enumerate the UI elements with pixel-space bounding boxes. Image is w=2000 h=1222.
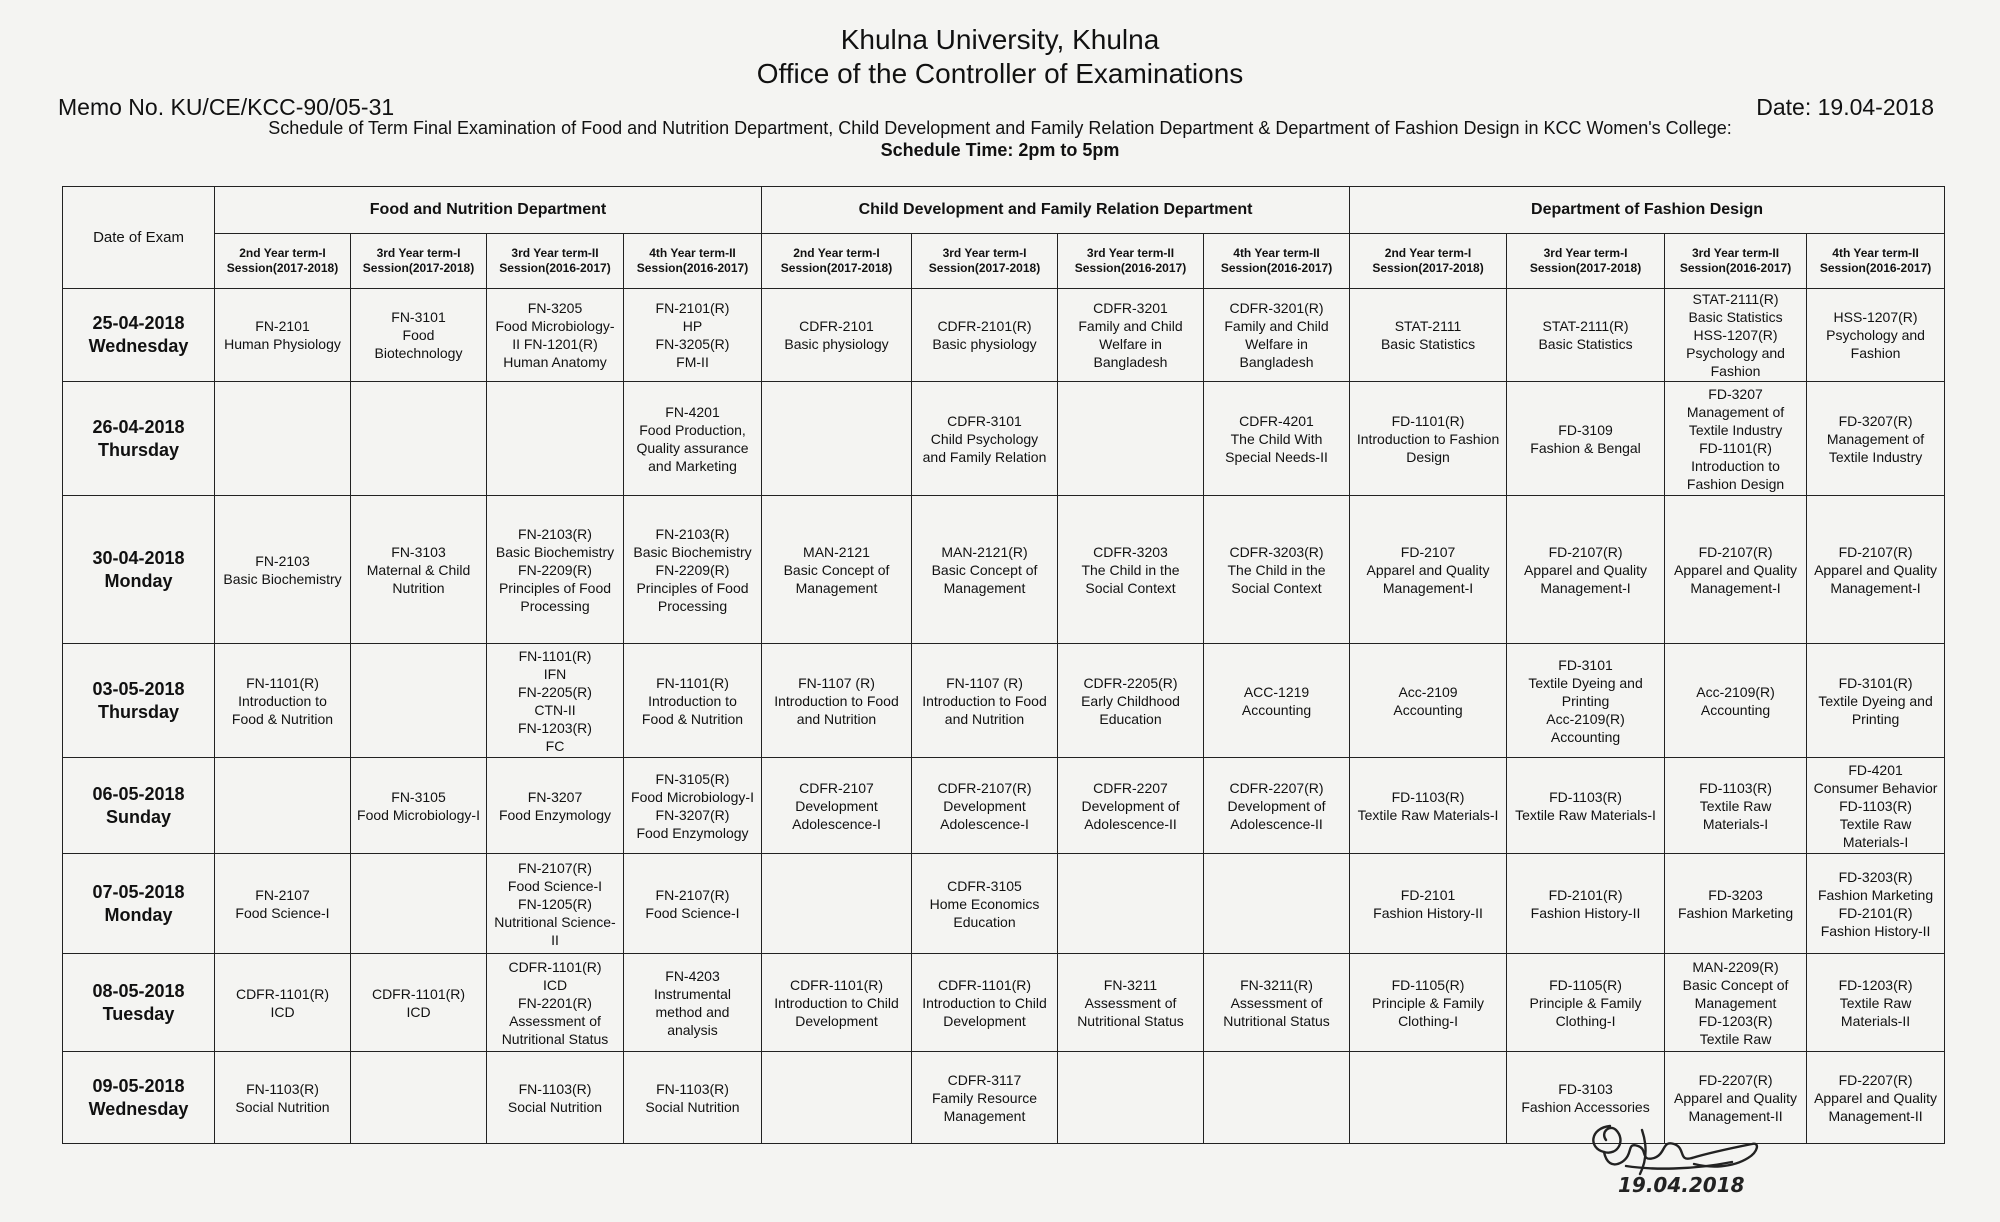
- course-cell: [1204, 1052, 1350, 1144]
- course-cell: FD-3101 Textile Dyeing and Printing Acc-2109(R) Accounting: [1507, 644, 1665, 758]
- exam-row: [63, 758, 1945, 854]
- course-cell: FN-3103 Maternal & Child Nutrition: [351, 496, 487, 644]
- course-cell: CDFR-3201(R) Family and Child Welfare in Bangladesh: [1204, 289, 1350, 382]
- exam-row: [63, 496, 1945, 644]
- course-cell: [351, 644, 487, 758]
- course-cell: FD-1101(R) Introduction to Fashion Design: [1350, 382, 1507, 496]
- term-header: 2nd Year term-I Session(2017-2018): [1350, 234, 1507, 289]
- course-cell: FD-2101 Fashion History-II: [1350, 854, 1507, 954]
- course-cell: FN-4203 Instrumental method and analysis: [624, 954, 762, 1052]
- svg-text:19.04.2018: 19.04.2018: [1618, 1173, 1745, 1197]
- course-cell: FN-2101 Human Physiology: [215, 289, 351, 382]
- course-cell: ACC-1219 Accounting: [1204, 644, 1350, 758]
- course-cell: CDFR-2207 Development of Adolescence-II: [1058, 758, 1204, 854]
- course-cell: FN-3207 Food Enzymology: [487, 758, 624, 854]
- course-cell: FD-3109 Fashion & Bengal: [1507, 382, 1665, 496]
- course-cell: FD-3101(R) Textile Dyeing and Printing: [1807, 644, 1945, 758]
- memo-date: Date: 19.04-2018: [1756, 94, 1934, 120]
- course-cell: [351, 1052, 487, 1144]
- course-cell: CDFR-3117 Family Resource Management: [912, 1052, 1058, 1144]
- course-cell: FD-1203(R) Textile Raw Materials-II: [1807, 954, 1945, 1052]
- dept-header-child-development: Child Development and Family Relation Department: [762, 187, 1350, 234]
- exam-date-cell: 08-05-2018 Tuesday: [63, 954, 215, 1052]
- course-cell: FD-2107 Apparel and Quality Management-I: [1350, 496, 1507, 644]
- course-cell: CDFR-1101(R) Introduction to Child Development: [762, 954, 912, 1052]
- course-cell: FN-1103(R) Social Nutrition: [487, 1052, 624, 1144]
- course-cell: [1058, 854, 1204, 954]
- course-cell: FD-2207(R) Apparel and Quality Management-II: [1807, 1052, 1945, 1144]
- course-cell: FN-2103 Basic Biochemistry: [215, 496, 351, 644]
- course-cell: [487, 382, 624, 496]
- term-header: 3rd Year term-I Session(2017-2018): [351, 234, 487, 289]
- term-header: 2nd Year term-I Session(2017-2018): [762, 234, 912, 289]
- course-cell: CDFR-4201 The Child With Special Needs-II: [1204, 382, 1350, 496]
- course-cell: FD-1103(R) Textile Raw Materials-I: [1350, 758, 1507, 854]
- course-cell: FN-1101(R) Introduction to Food & Nutrition: [624, 644, 762, 758]
- course-cell: FN-3211 Assessment of Nutritional Status: [1058, 954, 1204, 1052]
- exam-date-cell: 06-05-2018 Sunday: [63, 758, 215, 854]
- course-cell: FD-3203(R) Fashion Marketing FD-2101(R) Fashion History-II: [1807, 854, 1945, 954]
- course-cell: CDFR-2107 Development Adolescence-I: [762, 758, 912, 854]
- term-header: 3rd Year term-I Session(2017-2018): [1507, 234, 1665, 289]
- course-cell: CDFR-1101(R) Introduction to Child Development: [912, 954, 1058, 1052]
- course-cell: FN-1103(R) Social Nutrition: [624, 1052, 762, 1144]
- course-cell: [215, 382, 351, 496]
- memo-number: Memo No. KU/CE/KCC-90/05-31: [58, 94, 395, 120]
- course-cell: FD-2107(R) Apparel and Quality Management-I: [1807, 496, 1945, 644]
- course-cell: FN-2103(R) Basic Biochemistry FN-2209(R) Principles of Food Processing: [487, 496, 624, 644]
- course-cell: FD-2107(R) Apparel and Quality Management-I: [1665, 496, 1807, 644]
- course-cell: STAT-2111(R) Basic Statistics: [1507, 289, 1665, 382]
- course-cell: Acc-2109 Accounting: [1350, 644, 1507, 758]
- course-cell: FD-2101(R) Fashion History-II: [1507, 854, 1665, 954]
- course-cell: FD-1105(R) Principle & Family Clothing-I: [1507, 954, 1665, 1052]
- course-cell: FN-4201 Food Production, Quality assurance and Marketing: [624, 382, 762, 496]
- course-cell: CDFR-3201 Family and Child Welfare in Bangladesh: [1058, 289, 1204, 382]
- course-cell: FD-3207(R) Management of Textile Industry: [1807, 382, 1945, 496]
- date-of-exam-header: Date of Exam: [63, 187, 215, 289]
- course-cell: FD-3207 Management of Textile Industry FD-1101(R) Introduction to Fashion Design: [1665, 382, 1807, 496]
- course-cell: CDFR-1101(R) ICD: [351, 954, 487, 1052]
- course-cell: FN-2107 Food Science-I: [215, 854, 351, 954]
- course-cell: MAN-2121(R) Basic Concept of Management: [912, 496, 1058, 644]
- term-header: 2nd Year term-I Session(2017-2018): [215, 234, 351, 289]
- university-name: Khulna University, Khulna: [840, 24, 1160, 55]
- course-cell: [1350, 1052, 1507, 1144]
- course-cell: FD-1105(R) Principle & Family Clothing-I: [1350, 954, 1507, 1052]
- course-cell: FN-1107 (R) Introduction to Food and Nutrition: [762, 644, 912, 758]
- course-cell: FD-2107(R) Apparel and Quality Management-I: [1507, 496, 1665, 644]
- term-header: 3rd Year term-II Session(2016-2017): [1058, 234, 1204, 289]
- course-cell: FD-2207(R) Apparel and Quality Management-II: [1665, 1052, 1807, 1144]
- course-cell: [215, 758, 351, 854]
- course-cell: FD-1103(R) Textile Raw Materials-I: [1507, 758, 1665, 854]
- term-header: 3rd Year term-II Session(2016-2017): [487, 234, 624, 289]
- course-cell: STAT-2111(R) Basic Statistics HSS-1207(R) Psychology and Fashion: [1665, 289, 1807, 382]
- course-cell: FN-3105(R) Food Microbiology-I FN-3207(R) Food Enzymology: [624, 758, 762, 854]
- course-cell: CDFR-2107(R) Development Adolescence-I: [912, 758, 1058, 854]
- course-cell: FD-3203 Fashion Marketing: [1665, 854, 1807, 954]
- course-cell: FN-2107(R) Food Science-I: [624, 854, 762, 954]
- term-header: 3rd Year term-I Session(2017-2018): [912, 234, 1058, 289]
- course-cell: CDFR-3203(R) The Child in the Social Context: [1204, 496, 1350, 644]
- course-cell: [1058, 1052, 1204, 1144]
- course-cell: [762, 1052, 912, 1144]
- schedule-time: Schedule Time: 2pm to 5pm: [880, 140, 1120, 160]
- exam-date-cell: 07-05-2018 Monday: [63, 854, 215, 954]
- exam-date-cell: 30-04-2018 Monday: [63, 496, 215, 644]
- course-cell: FD-1103(R) Textile Raw Materials-I: [1665, 758, 1807, 854]
- course-cell: CDFR-2101(R) Basic physiology: [912, 289, 1058, 382]
- dept-header-fashion-design: Department of Fashion Design: [1350, 187, 1945, 234]
- course-cell: [351, 382, 487, 496]
- course-cell: CDFR-2101 Basic physiology: [762, 289, 912, 382]
- term-header: 3rd Year term-II Session(2016-2017): [1665, 234, 1807, 289]
- course-cell: FN-1101(R) IFN FN-2205(R) CTN-II FN-1203(R) FC: [487, 644, 624, 758]
- course-cell: CDFR-2207(R) Development of Adolescence-II: [1204, 758, 1350, 854]
- dept-header-food-nutrition: Food and Nutrition Department: [215, 187, 762, 234]
- term-header: 4th Year term-II Session(2016-2017): [1204, 234, 1350, 289]
- term-header: 4th Year term-II Session(2016-2017): [624, 234, 762, 289]
- exam-row: [63, 954, 1945, 1052]
- course-cell: [762, 382, 912, 496]
- course-cell: MAN-2121 Basic Concept of Management: [762, 496, 912, 644]
- course-cell: CDFR-1101(R) ICD: [215, 954, 351, 1052]
- course-cell: FN-3105 Food Microbiology-I: [351, 758, 487, 854]
- course-cell: CDFR-3101 Child Psychology and Family Relation: [912, 382, 1058, 496]
- course-cell: FN-1103(R) Social Nutrition: [215, 1052, 351, 1144]
- exam-date-cell: 03-05-2018 Thursday: [63, 644, 215, 758]
- course-cell: MAN-2209(R) Basic Concept of Management FD-1203(R) Textile Raw: [1665, 954, 1807, 1052]
- course-cell: FN-2107(R) Food Science-I FN-1205(R) Nutritional Science- II: [487, 854, 624, 954]
- course-cell: HSS-1207(R) Psychology and Fashion: [1807, 289, 1945, 382]
- exam-date-cell: 25-04-2018 Wednesday: [63, 289, 215, 382]
- exam-row: [63, 644, 1945, 758]
- course-cell: CDFR-2205(R) Early Childhood Education: [1058, 644, 1204, 758]
- course-cell: FN-1107 (R) Introduction to Food and Nutrition: [912, 644, 1058, 758]
- exam-row: [63, 382, 1945, 496]
- course-cell: FN-1101(R) Introduction to Food & Nutrition: [215, 644, 351, 758]
- course-cell: [351, 854, 487, 954]
- term-header: 4th Year term-II Session(2016-2017): [1807, 234, 1945, 289]
- exam-row: [63, 854, 1945, 954]
- course-cell: [762, 854, 912, 954]
- office-name: Office of the Controller of Examinations: [756, 58, 1244, 89]
- course-cell: STAT-2111 Basic Statistics: [1350, 289, 1507, 382]
- exam-schedule-table: [62, 186, 1945, 1144]
- course-cell: CDFR-3105 Home Economics Education: [912, 854, 1058, 954]
- exam-date-cell: 09-05-2018 Wednesday: [63, 1052, 215, 1144]
- course-cell: FN-3211(R) Assessment of Nutritional Status: [1204, 954, 1350, 1052]
- course-cell: FN-2101(R) HP FN-3205(R) FM-II: [624, 289, 762, 382]
- exam-row: [63, 289, 1945, 382]
- signature-stamp: [1582, 1118, 1762, 1198]
- course-cell: FD-3103 Fashion Accessories: [1507, 1052, 1665, 1144]
- course-cell: Acc-2109(R) Accounting: [1665, 644, 1807, 758]
- course-cell: FN-2103(R) Basic Biochemistry FN-2209(R) Principles of Food Processing: [624, 496, 762, 644]
- course-cell: FN-3205 Food Microbiology- II FN-1201(R) Human Anatomy: [487, 289, 624, 382]
- exam-date-cell: 26-04-2018 Thursday: [63, 382, 215, 496]
- course-cell: [1058, 382, 1204, 496]
- course-cell: FD-4201 Consumer Behavior FD-1103(R) Textile Raw Materials-I: [1807, 758, 1945, 854]
- course-cell: CDFR-1101(R) ICD FN-2201(R) Assessment of Nutritional Status: [487, 954, 624, 1052]
- course-cell: CDFR-3203 The Child in the Social Context: [1058, 496, 1204, 644]
- course-cell: [1204, 854, 1350, 954]
- schedule-title: Schedule of Term Final Examination of Food and Nutrition Department, Child Development and Family Relation Department & Department of Fashion Design in KCC Women's College:: [268, 118, 1732, 138]
- course-cell: FN-3101 Food Biotechnology: [351, 289, 487, 382]
